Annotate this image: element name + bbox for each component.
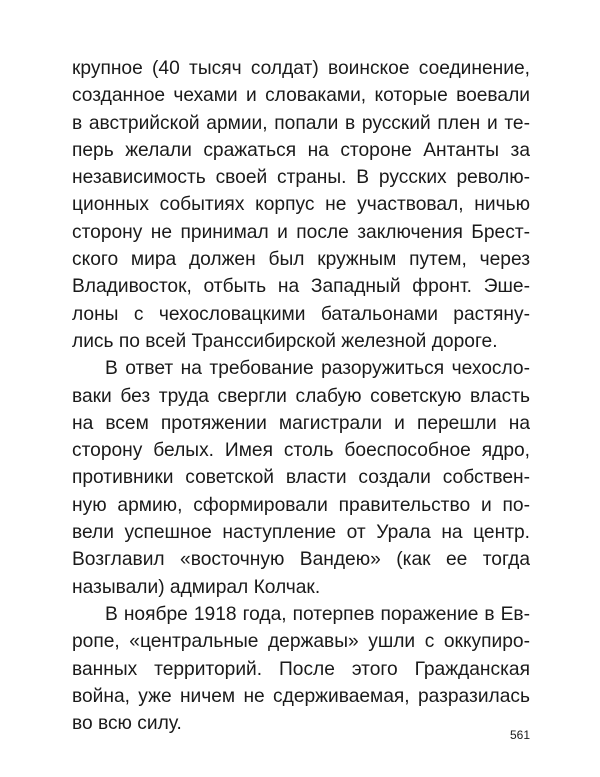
- text-line: ванных территорий. После этого Гражданская: [72, 658, 530, 680]
- text-line: сторону белых. Имея столь боеспособное ядро,: [72, 440, 530, 462]
- body-text: [72, 55, 530, 737]
- text-line: В ноябре 1918 года, потерпев поражение в Ев-: [105, 603, 530, 625]
- text-line: ропе, «центральные державы» ушли с оккупиро-: [72, 631, 530, 653]
- text-line: ского мира должен был кружным путем, через: [72, 249, 530, 271]
- text-line: перь желали сражаться на стороне Антанты за: [72, 139, 530, 161]
- text-line: Владивосток, отбыть на Западный фронт. Эше-: [72, 276, 530, 298]
- text-line: противники советской власти создали собствен-: [72, 467, 530, 489]
- text-line: на всем протяжении магистрали и перешли на: [72, 412, 530, 434]
- text-line: В ответ на требование разоружиться чехосло-: [105, 358, 530, 380]
- text-line: называли) адмирал Колчак.: [72, 576, 321, 598]
- text-line: ваки без труда свергли слабую советскую власть: [72, 385, 530, 407]
- text-line: война, уже ничем не сдерживаемая, разразилась: [72, 685, 530, 707]
- text-line: сторону не принимал и после заключения Брест-: [72, 221, 530, 243]
- text-line: во всю силу.: [72, 713, 182, 735]
- text-line: в австрийской армии, попали в русский плен и те-: [72, 112, 530, 134]
- text-line: Возглавил «восточную Вандею» (как ее тогда: [72, 549, 530, 571]
- text-line: ную армию, сформировали правительство и по-: [72, 494, 530, 516]
- text-line: созданное чехами и словаками, которые воевали: [72, 85, 530, 107]
- text-line: независимость своей страны. В русских револю-: [72, 167, 530, 189]
- text-line: лись по всей Транссибирской железной дороге.: [72, 330, 498, 352]
- page-number: 561: [509, 728, 530, 742]
- text-line: ционных событиях корпус не участвовал, ничью: [72, 194, 530, 216]
- text-line: крупное (40 тысяч солдат) воинское соединение,: [72, 58, 530, 79]
- text-line: вели успешное наступление от Урала на центр.: [72, 522, 530, 544]
- text-line: лоны с чехословацкими батальонами растяну-: [72, 303, 530, 325]
